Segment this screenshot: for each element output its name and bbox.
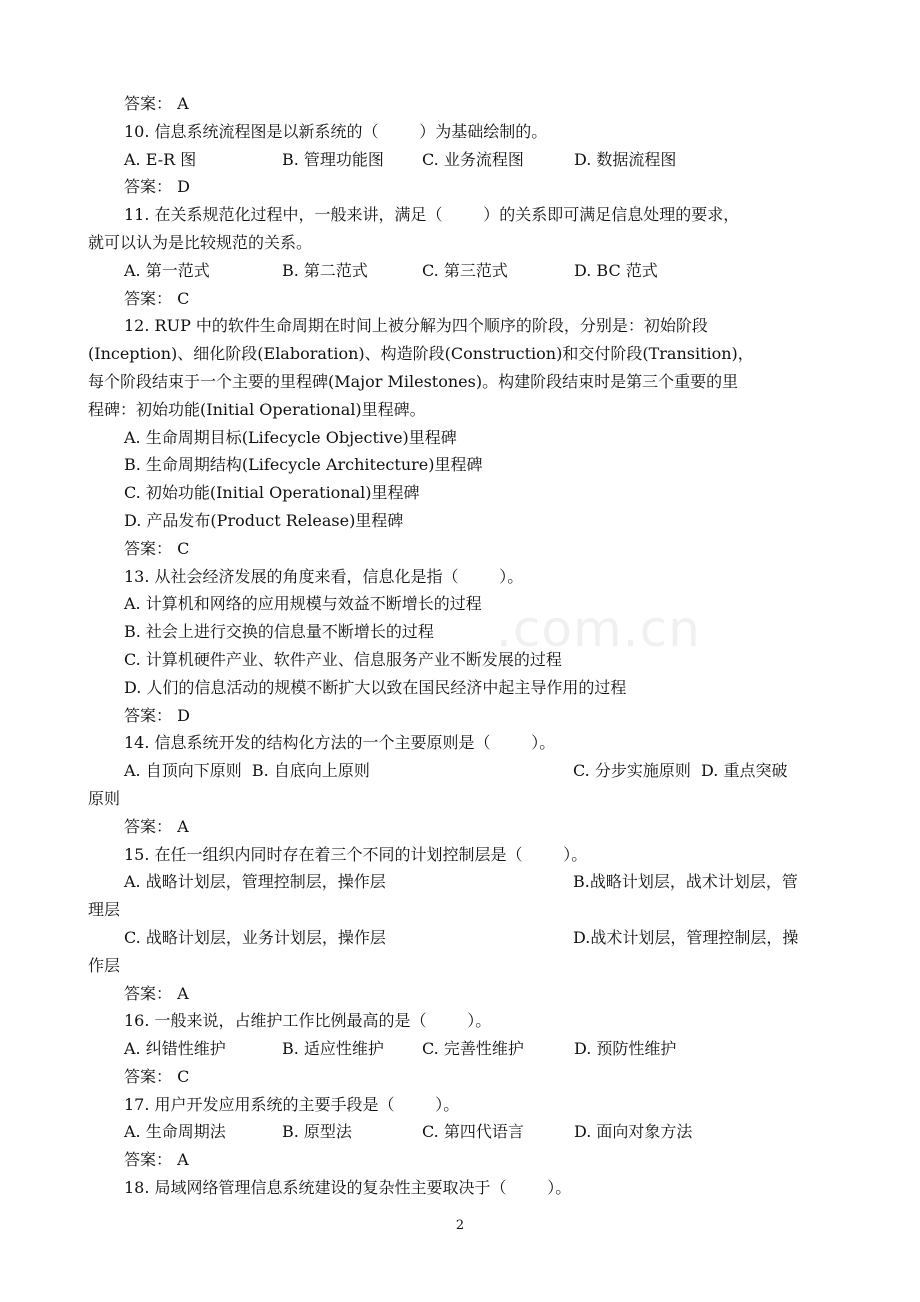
question-10: 10. 信息系统流程图是以新系统的（ ）为基础绘制的。: [124, 121, 548, 141]
page-number: 2: [455, 1218, 465, 1233]
option-d: D. 面向对象方法: [574, 1122, 693, 1142]
option-a: A. 生命周期法: [124, 1122, 226, 1142]
question-15-options-cd: [88, 924, 840, 952]
question-14-continued: 原则: [88, 788, 121, 808]
question-12-continued: (Inception)、细化阶段(Elaboration)、构造阶段(Construction)和交付阶段(Transition)，: [88, 344, 754, 364]
option-a: A. E-R 图: [124, 149, 197, 169]
question-12-continued: 程碑：初始功能(Initial Operational)里程碑。: [88, 399, 426, 419]
option-c: C. 第三范式: [422, 260, 508, 280]
question-14-options: [88, 757, 840, 785]
option-c: C. 战略计划层，业务计划层，操作层: [124, 927, 386, 947]
question-16-options: [88, 1035, 840, 1063]
answer-line: 答案： A: [124, 1150, 189, 1170]
option-b: B. 适应性维护: [282, 1039, 384, 1059]
question-list: [88, 90, 840, 1202]
option-b: B. 社会上进行交换的信息量不断增长的过程: [124, 622, 434, 642]
option-a: A. 计算机和网络的应用规模与效益不断增长的过程: [124, 594, 482, 614]
option-d: D.战术计划层，管理控制层，操: [573, 927, 799, 947]
option-b: B. 生命周期结构(Lifecycle Architecture)里程碑: [124, 455, 483, 475]
options-right: C. 分步实施原则 D. 重点突破: [573, 761, 788, 781]
question-11-continued: 就可以认为是比较规范的关系。: [88, 232, 313, 252]
question-10-options: [88, 146, 840, 174]
option-d: D. 预防性维护: [574, 1039, 677, 1059]
option-c: C. 第四代语言: [422, 1122, 524, 1142]
answer-line: 答案： A: [124, 983, 189, 1003]
question-17: 17. 用户开发应用系统的主要手段是（ ）。: [124, 1094, 460, 1114]
option-a: A. 生命周期目标(Lifecycle Objective)里程碑: [124, 427, 457, 447]
option-d: D. 人们的信息活动的规模不断扩大以致在国民经济中起主导作用的过程: [124, 677, 627, 697]
option-b-continued: 理层: [88, 900, 121, 920]
answer-line: 答案： A: [124, 816, 189, 836]
answer-line: 答案： A: [124, 94, 189, 113]
option-d: D. 产品发布(Product Release)里程碑: [124, 510, 404, 530]
question-12-continued: 每个阶段结束于一个主要的里程碑(Major Milestones)。构建阶段结束时是第三个重要的里: [88, 371, 739, 391]
question-18: 18. 局域网络管理信息系统建设的复杂性主要取决于（ ）。: [124, 1178, 572, 1198]
option-b: B.战略计划层，战术计划层，管: [573, 872, 798, 892]
option-a: A. 纠错性维护: [124, 1039, 226, 1059]
watermark: .com.cn: [496, 600, 701, 658]
question-15: 15. 在任一组织内同时存在着三个不同的计划控制层是（ ）。: [124, 844, 588, 864]
question-11: 11. 在关系规范化过程中，一般来讲，满足（ ）的关系即可满足信息处理的要求，: [124, 205, 740, 225]
question-16: 16. 一般来说，占维护工作比例最高的是（ ）。: [124, 1011, 492, 1031]
option-d: D. BC 范式: [574, 260, 658, 280]
option-c: C. 初始功能(Initial Operational)里程碑: [124, 483, 420, 503]
option-c: C. 业务流程图: [422, 149, 524, 169]
option-a: A. 第一范式: [124, 260, 210, 280]
option-b: B. 第二范式: [282, 260, 368, 280]
answer-line: 答案： C: [124, 538, 190, 558]
answer-line: 答案： C: [124, 288, 190, 308]
question-14: 14. 信息系统开发的结构化方法的一个主要原则是（ ）。: [124, 733, 556, 753]
question-15-options-ab: [88, 868, 840, 896]
question-11-options: [88, 257, 840, 285]
question-13: 13. 从社会经济发展的角度来看，信息化是指（ ）。: [124, 566, 524, 586]
option-d: D. 数据流程图: [574, 149, 677, 169]
question-12: 12. RUP 中的软件生命周期在时间上被分解为四个顺序的阶段，分别是：初始阶段: [124, 316, 708, 336]
option-b: B. 原型法: [282, 1122, 352, 1142]
option-a: A. 战略计划层，管理控制层，操作层: [124, 872, 386, 892]
question-17-options: [88, 1118, 840, 1146]
option-c: C. 计算机硬件产业、软件产业、信息服务产业不断发展的过程: [124, 649, 562, 669]
options-left: A. 自顶向下原则 B. 自底向上原则: [124, 761, 370, 781]
answer-line: 答案： D: [124, 177, 190, 197]
option-b: B. 管理功能图: [282, 149, 384, 169]
option-d-continued: 作层: [88, 955, 121, 975]
option-c: C. 完善性维护: [422, 1039, 524, 1059]
answer-line: 答案： D: [124, 705, 190, 725]
answer-line: 答案： C: [124, 1066, 190, 1086]
